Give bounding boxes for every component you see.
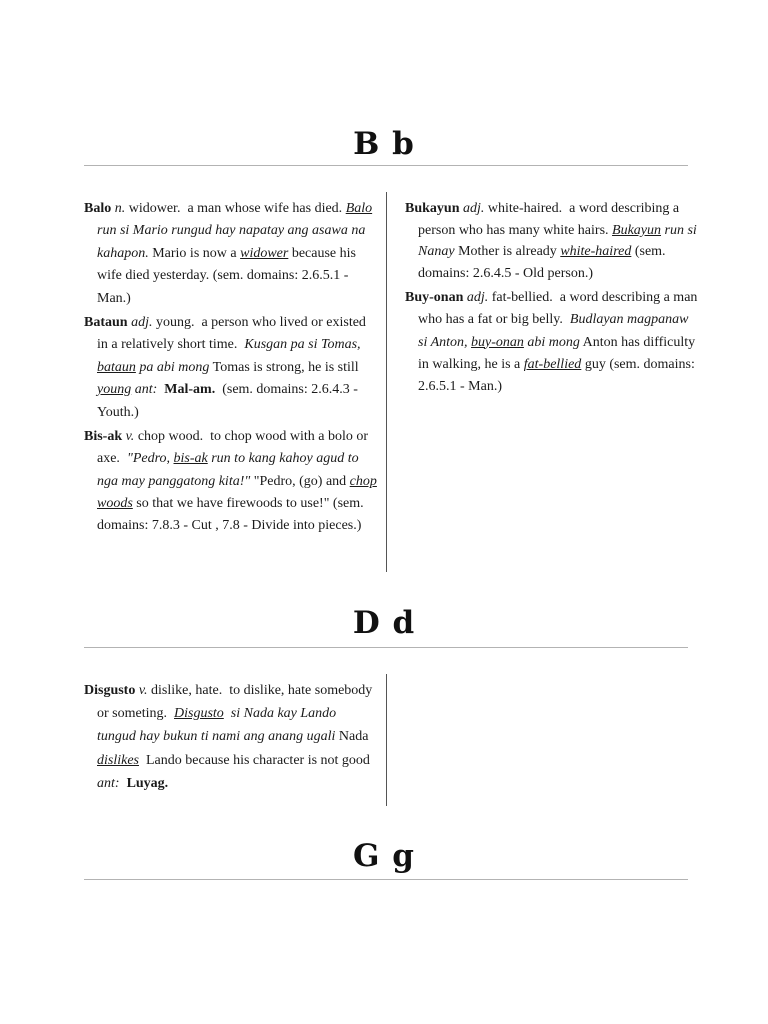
translation-keyword: white-haired (560, 244, 632, 260)
translation: "Pedro, (go) and (253, 473, 347, 489)
semantic-domains: (sem. domains: 7.8.3 - Cut , 7.8 - Divide into pieces.) (97, 496, 364, 534)
translation: Mother is already (458, 244, 557, 260)
translation-rest: because his wife died yesterday. (97, 245, 356, 284)
part-of-speech: v. (125, 428, 135, 444)
headword: Bis-ak (84, 428, 123, 444)
translation: Anton has difficulty in walking, he is a (418, 334, 696, 372)
gloss: chop wood. (137, 428, 204, 444)
column-left-b (84, 198, 378, 540)
gloss: young. (155, 314, 195, 330)
definition: to chop wood with a bolo or axe. (97, 428, 369, 467)
entry-bisak (84, 426, 378, 538)
example-keyword: Bukayun (612, 222, 662, 238)
translation-rest: Lando because his character is not good (146, 752, 370, 768)
section-divider-b (84, 165, 688, 166)
definition: a word describing a person who has many white hairs. (418, 201, 680, 238)
entry-disgusto (84, 679, 378, 795)
example-keyword: bataun (97, 359, 136, 375)
gloss: widower. (128, 201, 181, 216)
headword: Bataun (84, 314, 128, 330)
semantic-domains: (sem. domains: 2.6.4.3 - Youth.) (97, 382, 358, 420)
semantic-domains: (sem. domains: 2.6.5.1 - Man.) (97, 268, 349, 306)
headword: Buy-onan (405, 289, 464, 305)
definition: a word describing a man who has a fat or big belly. (418, 289, 698, 328)
translation-keyword: chop woods (97, 473, 377, 512)
example-sentence: Kusgan pa si Tomas, (244, 337, 361, 353)
definition: to dislike, hate somebody or someting. (97, 683, 373, 722)
headword: Bukayun (405, 201, 460, 216)
example-sentence: "Pedro, (126, 451, 171, 467)
translation-keyword: dislikes (97, 752, 139, 768)
example-sentence-rest: abi mong (527, 334, 580, 350)
example-keyword: bis-ak (173, 451, 208, 467)
semantic-domains: (sem. domains: 2.6.4.5 - Old person.) (418, 244, 666, 282)
antonym: Mal-am. (164, 382, 216, 398)
translation: Nada (338, 729, 369, 745)
entry-bataun (84, 312, 378, 424)
part-of-speech: adj. (131, 314, 153, 330)
gloss: dislike, hate. (151, 683, 223, 698)
gloss: fat-bellied. (491, 289, 553, 305)
part-of-speech: n. (114, 201, 126, 216)
antonym: Luyag. (126, 775, 169, 791)
translation-rest: guy (584, 356, 606, 372)
headword: Disgusto (84, 683, 136, 698)
entry-buy-onan (405, 287, 701, 399)
column-left-d (84, 679, 378, 797)
gloss: white-haired. (487, 201, 563, 216)
headword: Balo (84, 201, 112, 216)
example-sentence: run si Nanay (418, 222, 697, 260)
example-sentence-rest: pa abi mong (139, 359, 210, 375)
section-heading-g: G g (353, 838, 415, 874)
part-of-speech: adj. (466, 289, 489, 305)
translation-keyword: widower (240, 245, 289, 261)
part-of-speech: adj. (462, 201, 485, 216)
semantic-domains: (sem. domains: 2.6.5.1 - Man.) (418, 356, 695, 395)
example-keyword: Balo (345, 201, 373, 216)
example-sentence: si Nada kay Lando tungud hay bukun ti nami ang anang ugali (97, 706, 337, 745)
example-sentence: run si Mario rungud hay napatay ang asawa na kahapon. (97, 223, 366, 261)
definition: a person who lived or existed in a relatively short time. (97, 314, 366, 353)
section-heading-b: B b (353, 126, 415, 162)
column-separator-b (386, 192, 387, 572)
entry-balo (84, 198, 378, 310)
definition: a man whose wife has died. (187, 201, 343, 216)
example-keyword: Disgusto (174, 706, 224, 722)
antonym-label: ant: (134, 382, 158, 398)
column-right-b (405, 198, 701, 401)
translation-keyword: fat-bellied (523, 356, 582, 372)
example-sentence-rest: run to kang kahoy agud to nga may panggatong kita!" (97, 451, 359, 489)
column-separator-d (386, 674, 387, 806)
example-sentence: Budlayan magpanaw si Anton, (418, 312, 689, 350)
part-of-speech: v. (138, 683, 148, 698)
section-divider-g (84, 879, 688, 880)
entry-bukayun (405, 198, 701, 285)
translation: Mario is now a (152, 245, 237, 261)
translation-keyword: young (97, 382, 132, 398)
translation-rest: so that we have firewoods to use!" (136, 496, 330, 512)
section-divider-d (84, 647, 688, 648)
antonym-label: ant: (97, 775, 120, 791)
example-keyword: buy-onan (471, 334, 524, 350)
section-heading-d: D d (352, 605, 416, 641)
translation: Tomas is strong, he is still (212, 359, 359, 375)
